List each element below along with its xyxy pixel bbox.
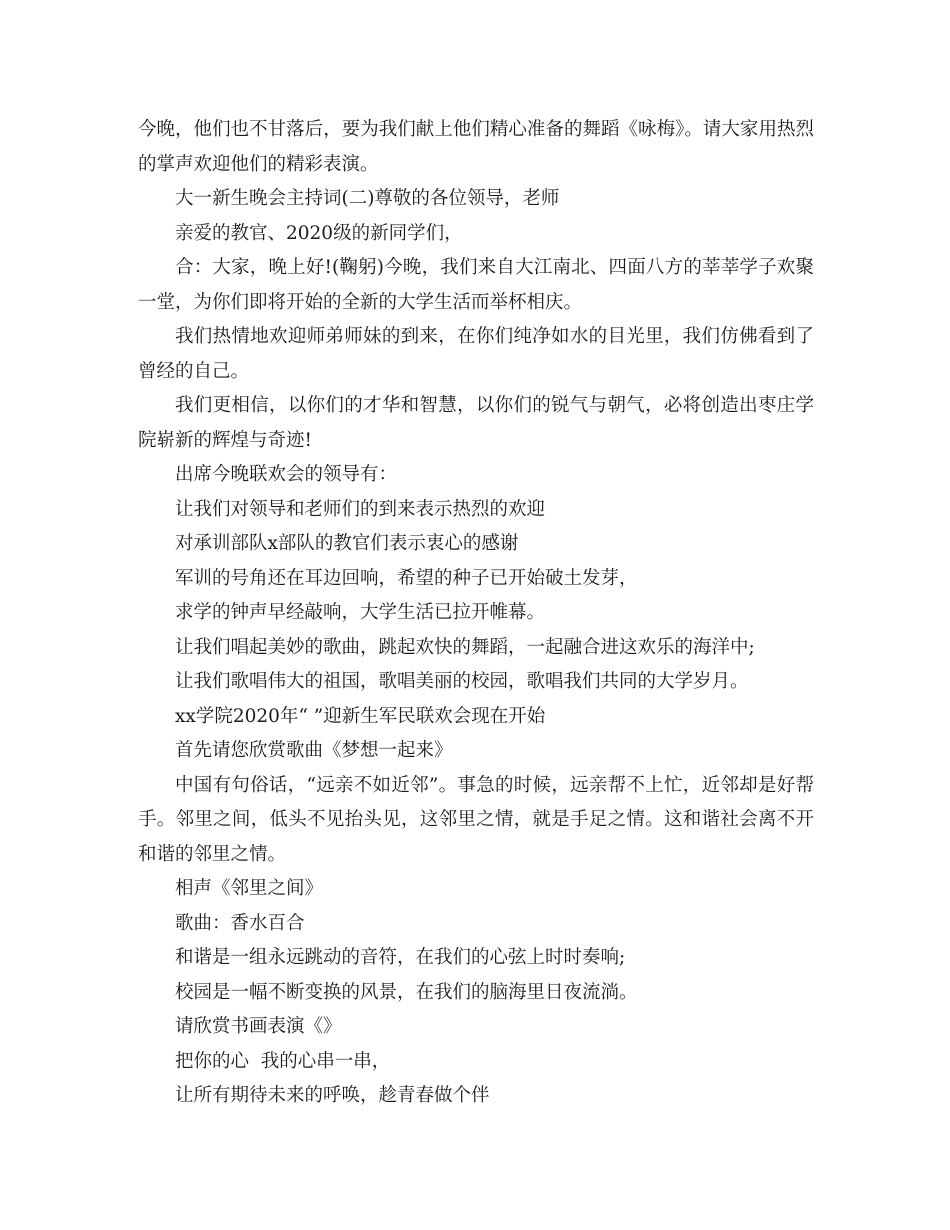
paragraph: 让我们唱起美妙的歌曲，跳起欢快的舞蹈，一起融合进这欢乐的海洋中; (175, 636, 755, 658)
document-body (138, 113, 814, 1114)
paragraph: 合：大家，晚上好!(鞠躬)今晚，我们来自大江南北、四面八方的莘莘学子欢聚一堂，为你们即将开始的全新的大学生活而举杯相庆。 (138, 257, 814, 313)
paragraph: 中国有句俗话，“远亲不如近邻”。事急的时候，远亲帮不上忙，近邻却是好帮手。邻里之间，低头不见抬头见，这邻里之情，就是手足之情。这和谐社会离不开和谐的邻里之情。 (138, 774, 814, 865)
paragraph: 我们更相信，以你们的才华和智慧，以你们的锐气与朝气，必将创造出枣庄学院崭新的辉煌与奇迹! (138, 395, 814, 451)
paragraph: 首先请您欣赏歌曲《梦想一起来》 (175, 740, 453, 761)
paragraph: 让我们对领导和老师们的到来表示热烈的欢迎 (175, 498, 546, 520)
paragraph: 求学的钟声早经敲响，大学生活已拉开帷幕。 (175, 602, 546, 623)
paragraph: 让我们歌唱伟大的祖国，歌唱美丽的校园，歌唱我们共同的大学岁月。 (175, 671, 749, 692)
paragraph: 相声《邻里之间》 (175, 878, 324, 899)
paragraph: 校园是一幅不断变换的风景，在我们的脑海里日夜流淌。 (175, 981, 638, 1003)
paragraph: 对承训部队x部队的教官们表示衷心的感谢 (175, 533, 519, 554)
paragraph: 请欣赏书画表演《》 (175, 1016, 342, 1037)
paragraph: 我们热情地欢迎师弟师妹的到来，在你们纯净如水的目光里，我们仿佛看到了曾经的自己。 (138, 326, 814, 382)
paragraph: xx学院2020年“ ”迎新生军民联欢会现在开始 (175, 705, 546, 727)
paragraph: 让所有期待未来的呼唤，趁青春做个伴 (175, 1085, 490, 1106)
paragraph: 出席今晚联欢会的领导有： (175, 464, 398, 485)
paragraph: 军训的号角还在耳边回响，希望的种子已开始破土发芽， (175, 567, 638, 589)
paragraph: 大一新生晚会主持词(二)尊敬的各位领导，老师 (175, 188, 560, 209)
paragraph: 今晚，他们也不甘落后，要为我们献上他们精心准备的舞蹈《咏梅》。请大家用热烈的掌声欢迎他们的精彩表演。 (138, 119, 814, 175)
paragraph: 亲爱的教官、2020级的新同学们， (175, 222, 463, 244)
paragraph: 歌曲：香水百合 (175, 912, 305, 934)
paragraph: 把你的心 我的心串一串， (175, 1050, 391, 1072)
paragraph: 和谐是一组永远跳动的音符，在我们的心弦上时时奏响; (175, 947, 626, 968)
